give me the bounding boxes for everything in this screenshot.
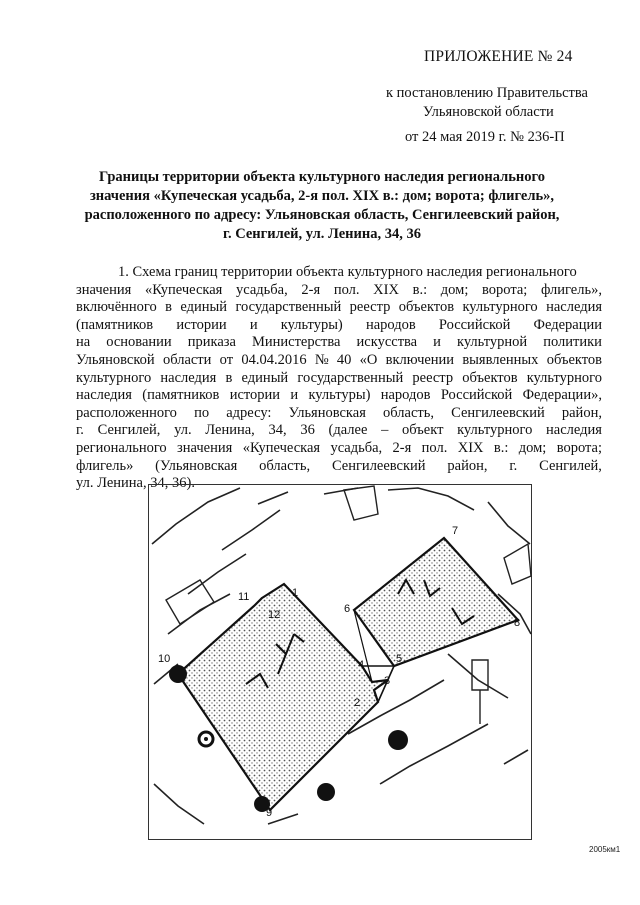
point-label-4: 4 [358, 659, 365, 671]
region-line: Ульяновской области [423, 104, 554, 120]
body-line: включённого в единый государственный реестр объектов культурного наследия [76, 299, 602, 316]
body-line: на основании приказа Министерства искусства и культурной политики [76, 334, 602, 351]
point-label-1: 1 [292, 587, 299, 599]
point-label-2: 2 [354, 697, 361, 709]
heading-line: Границы территории объекта культурного наследия регионального [99, 169, 545, 185]
appendix-number: ПРИЛОЖЕНИЕ № 24 [424, 48, 573, 65]
point-label-9: 9 [266, 807, 273, 819]
boundary-scheme-map [148, 484, 532, 840]
body-line: флигель» (Ульяновская область, Сенгилеевский район, г. Сенгилей, [76, 457, 602, 474]
point-label-7: 7 [452, 525, 459, 537]
body-line: Ульяновской области от 04.04.2016 № 40 «О включении выявленных объектов [76, 351, 602, 368]
point-label-11: 11 [238, 591, 250, 603]
scale-mark: 2005км1 [589, 845, 621, 854]
body-line: расположенного по адресу: Ульяновская область, Сенгилеевский район, [76, 404, 602, 421]
body-line: культурного наследия в единый государственный реестр объектов культурного [76, 369, 602, 386]
document-heading [78, 168, 566, 244]
heading-line: г. Сенгилей, ул. Ленина, 34, 36 [223, 226, 421, 242]
body-line: регионального значения «Купеческая усадьба, 2-я пол. XIX в.: дом; ворота; [76, 439, 602, 456]
body-paragraph [76, 264, 602, 493]
point-label-8: 8 [514, 617, 521, 629]
point-label-12: 12 [268, 609, 281, 621]
body-line: наследия (памятников истории и культуры) народов Российской Федерации», [76, 387, 602, 404]
point-label-3: 3 [384, 675, 391, 687]
body-line: г. Сенгилей, ул. Ленина, 34, 36 (далее – объект культурного наследия [76, 422, 602, 439]
heading-line: значения «Купеческая усадьба, 2-я пол. XIX в.: дом; ворота; флигель», [89, 188, 555, 204]
point-label-6: 6 [344, 603, 351, 615]
point-label-10: 10 [158, 653, 171, 665]
body-line: значения «Купеческая усадьба, 2-я пол. XIX в.: дом; ворота; флигель», [76, 281, 602, 298]
territory-wing [354, 538, 521, 666]
point-label-5: 5 [396, 653, 403, 665]
decree-date: от 24 мая 2019 г. № 236-П [405, 129, 565, 145]
body-line: 1. Схема границ территории объекта культурного наследия регионального [118, 264, 577, 280]
to-decree-line: к постановлению Правительства [386, 85, 588, 101]
body-line: ул. Ленина, 34, 36). [76, 475, 195, 492]
body-line: (памятников истории и культуры) народов Российской Федерации [76, 316, 602, 333]
heading-line: расположенного по адресу: Ульяновская область, Сенгилеевский район, [84, 207, 560, 223]
